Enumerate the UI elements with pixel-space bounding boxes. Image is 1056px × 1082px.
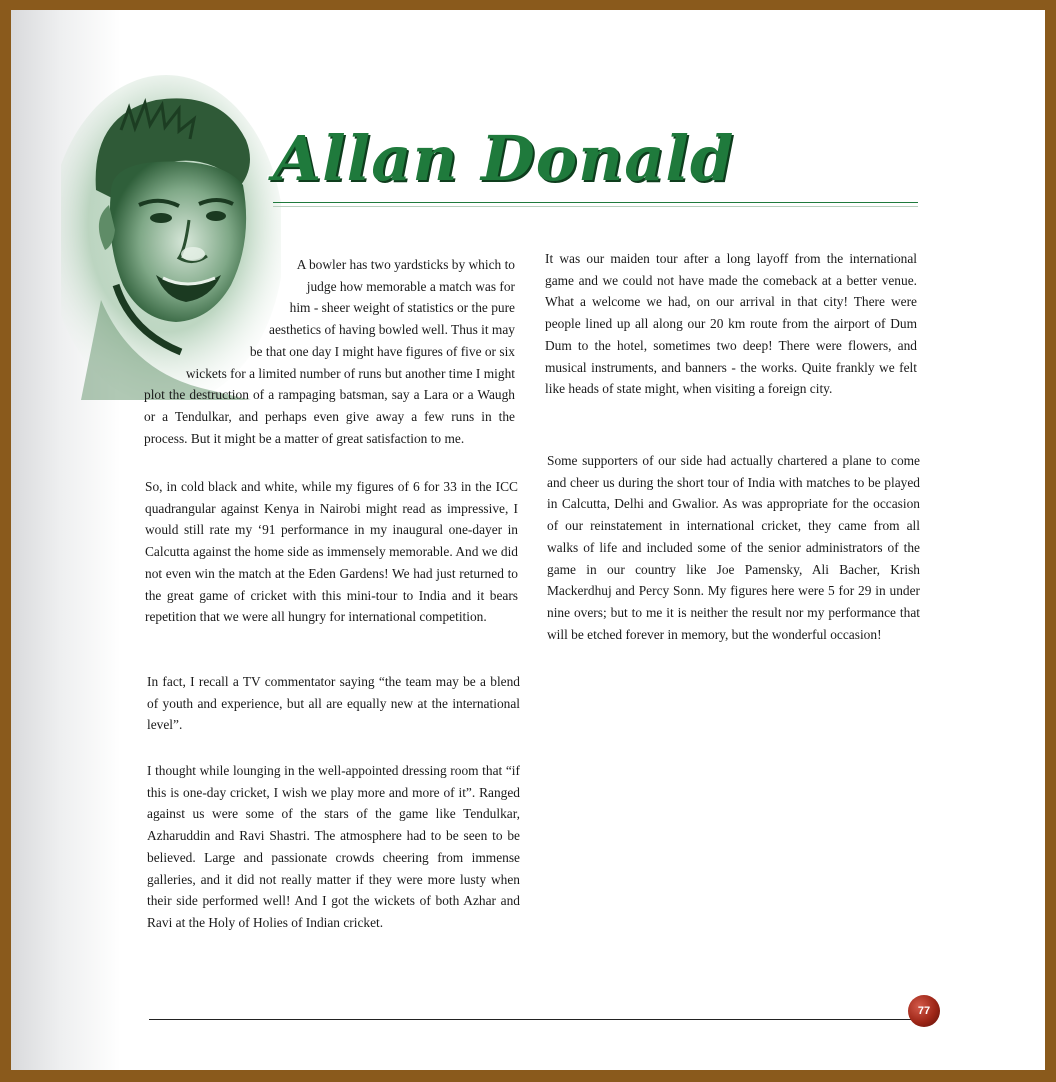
page-number-badge: 77 — [908, 995, 940, 1027]
right-paragraph-2: Some supporters of our side had actually chartered a plane to come and cheer us during the short tour of India with matches to be played in Calcutta, Delhi and Gwalior. As was appropriate for the occasion of our reinstatement in international cricket, they came from all walks of life and included some of the senior administrators of the game in our country like Joe Pamensky, Ali Bacher, Krish Mackerdhuj and Percy Sonn. My figures here were 5 for 29 in under nine overs; but to me it is neither the result nor my performance that will be etched forever in memory, but the wonderful occasion! — [547, 453, 920, 642]
intro-line: aesthetics of having bowled well. Thus it may — [269, 322, 515, 338]
left-paragraph-1: So, in cold black and white, while my figures of 6 for 33 in the ICC quadrangular against Kenya in Nairobi might read as impressive, I would still rate my ‘91 performance in my inaugural one-dayer in Calcutta against the home side as immensely memorable. And we did not even win the match at the Eden Gardens! We had just returned to the great game of cricket with this mini-tour to India and it bears repetition that we were all hungry for international competition. — [145, 479, 518, 625]
intro-line: A bowler has two yardsticks by which to — [296, 257, 515, 272]
intro-line: judge how memorable a match was for — [306, 278, 515, 294]
left-paragraph-2: In fact, I recall a TV commentator saying “the team may be a blend of youth and experience, but all are equally new at the international level”. — [147, 674, 520, 733]
title-underline — [273, 202, 918, 203]
intro-line: be that one day I might have figures of five or six — [249, 343, 515, 359]
right-paragraph-1: It was our maiden tour after a long layoff from the international game and we could not have made the comeback at a better venue. What a welcome we had, on our arrival in that city! There were people lined up all along our 20 km route from the airport of Dum Dum to the hotel, sometimes two deep! There were flowers, and musical instruments, and banners - the works. Quite frankly we felt like heads of state might, when visiting a foreign city. — [545, 251, 917, 397]
article-title: Allan Donald — [273, 122, 735, 195]
intro-rest: plot the destruction of a rampaging batsman, say a Lara or a Waugh or a Tendulkar, and perhaps even give away a few runs in the process. But it might be a matter of great satisfaction to me. — [144, 387, 515, 446]
intro-line: him - sheer weight of statistics or the pure — [289, 300, 515, 316]
intro-line: wickets for a limited number of runs but another time I might — [185, 365, 515, 381]
intro-paragraph — [144, 254, 515, 449]
footer-rule — [149, 1019, 911, 1020]
left-paragraph-3: I thought while lounging in the well-appointed dressing room that “if this is one-day cricket, I wish we play more and more of it”. Ranged against us were some of the stars of the game like Tendulkar, Azharuddin and Ravi Shastri. The atmosphere had to be seen to be believed. Large and passionate crowds cheering from immense galleries, and it did not really matter if they were more lusty when their side performed well! And I got the wickets of both Azhar and Ravi at the Holy of Holies of Indian cricket. — [147, 763, 520, 930]
title-underline-shadow — [273, 206, 918, 207]
book-page — [11, 10, 1045, 1070]
